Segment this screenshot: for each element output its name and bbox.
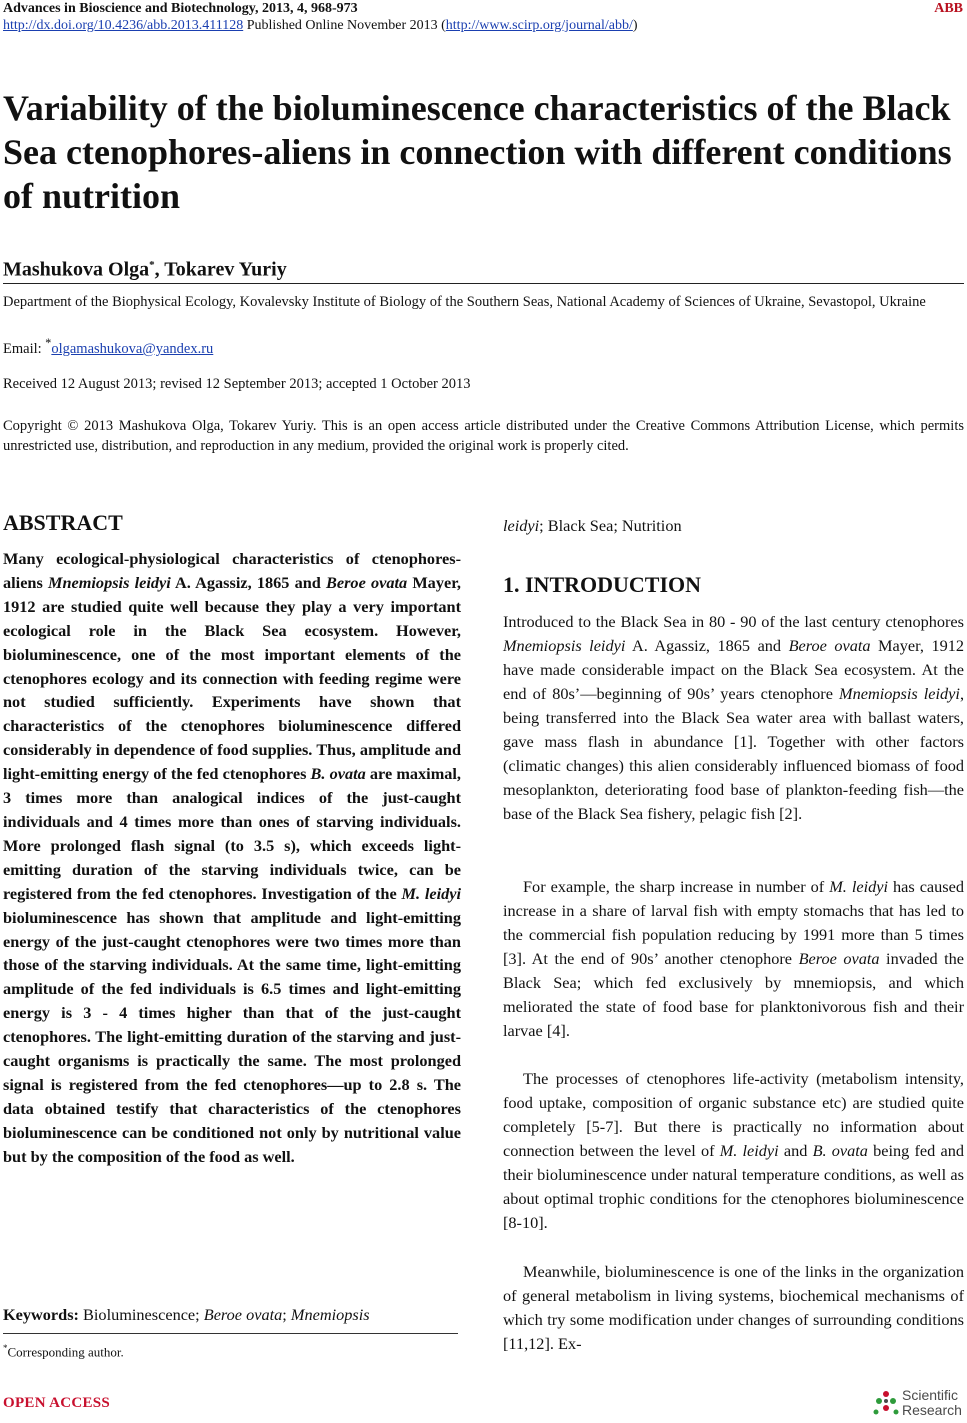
species-name: Mnemiopsis leidyi — [503, 636, 626, 655]
received-dates: Received 12 August 2013; revised 12 September 2013; accepted 1 October 2013 — [3, 376, 471, 392]
keyword: Mnemiopsis — [290, 1305, 370, 1324]
author-2: , Tokarev Yuriy — [154, 258, 287, 281]
introduction-heading: 1. INTRODUCTION — [503, 572, 702, 597]
intro-paragraph-3 — [503, 1067, 964, 1235]
publication-line — [3, 17, 963, 34]
paper-title: Variability of the bioluminescence characteristics of the Black Sea ctenophores-aliens in connection with different conditions of nutrition — [3, 88, 952, 216]
keyword: leidyi — [503, 516, 540, 535]
species-name: Beroe ovata — [798, 949, 880, 968]
keywords-label: Keywords: — [3, 1305, 79, 1324]
paragraph-text: and — [778, 1141, 813, 1160]
keyword: ; Black Sea; Nutrition — [539, 516, 682, 535]
affiliation: Department of the Biophysical Ecology, Kovalevsky Institute of Biology of the Southern Seas, National Academy of Sciences of Ukraine, Sevastopol, Ukraine — [3, 294, 926, 310]
scientific-research-logo — [872, 1388, 964, 1422]
doi-link[interactable]: http://dx.doi.org/10.4236/abb.2013.411128 — [3, 18, 244, 33]
journal-url-link[interactable]: http://www.scirp.org/journal/abb/ — [445, 18, 633, 33]
intro-paragraph-2 — [503, 875, 964, 1043]
abstract-text: Many ecological-physiological characteristics of ctenophores-aliens — [3, 549, 461, 592]
paragraph-text: being fed and their bioluminescence under natural temperature conditions, as well as about optimal trophic conditions for the ctenophores bioluminescence [8-10]. — [503, 1141, 964, 1232]
paragraph-text: invaded the Black Sea; which fed exclusively by mnemiopsis, and which meliorated the state of food base for planktonivorous fish and their larvae [4]. — [503, 949, 965, 1040]
species-name: B. ovata — [310, 764, 366, 784]
paragraph-text: A. Agassiz, 1865 and — [625, 636, 789, 655]
footnote — [3, 1340, 124, 1360]
paragraph-text: , being transferred into the Black Sea water area with ballast waters, gave mass flash in abundance [1]. Together with other factors (climatic changes) this alien considerably influenced biomass of food mesoplankton, deteriorating food base of plankton-feeding fish—the base of the Black Sea fishery, pelagic fish [2]. — [503, 684, 965, 823]
paragraph-text: has caused increase in a share of larval fish with empty stomachs that has led to the commercial fish population reducing by 1991 more than 5 times [3]. At the end of 90s’ another ctenophore — [503, 877, 964, 968]
species-name: M. leidyi — [401, 883, 461, 903]
corresponding-mark: * — [149, 259, 155, 271]
species-name: Mnemiopsis leidyi — [47, 572, 171, 592]
paragraph-text: Introduced to the Black Sea in 80 - 90 of the last century ctenophores — [503, 612, 964, 631]
copyright-notice: Copyright © 2013 Mashukova Olga, Tokarev Yuriy. This is an open access article distributed under the Creative Commons Attribution License, which permits unrestricted use, distribution, and reproduction in any medium, provided the original work is properly cited. — [3, 418, 964, 454]
keywords-continued — [503, 516, 682, 536]
species-name: Beroe ovata — [788, 636, 871, 655]
abstract-text: Mayer, 1912 are studied quite well because they play a very important ecological role in the Black Sea ecosystem. However, bioluminescence, one of the most important elements of the ctenophores ecology and its connection with feeding regime were not studied sufficiently. Experiments have shown that characteristics of the ctenophores bioluminescence differed considerably in dependence of food supplies. Thus, amplitude and light-emitting energy of the fed ctenophores — [3, 572, 461, 784]
keywords — [3, 1303, 461, 1327]
intro-paragraph-1 — [503, 610, 964, 826]
journal-abbrev: ABB — [934, 1, 963, 16]
title-divider — [3, 283, 964, 284]
species-name: B. ovata — [812, 1141, 868, 1160]
published-text: Published Online November 2013 ( — [243, 18, 446, 33]
author-1: Mashukova Olga — [3, 258, 150, 281]
authors — [3, 252, 287, 283]
keyword-sep: ; — [282, 1305, 291, 1324]
paragraph-text: Mayer, 1912 have made considerable impact on the Black Sea ecosystem. At the end of 80s’—beginning of 90s’ years ctenophore — [503, 636, 965, 703]
logo-mark-icon — [872, 1388, 900, 1418]
journal-header — [3, 0, 963, 17]
keyword: Bioluminescence; — [78, 1305, 204, 1324]
intro-paragraph-4: Meanwhile, bioluminescence is one of the links in the organization of general metabolism in living systems, biochemical mechanisms of which try some modification under changes of surrounding conditions [11,12]. Ex- — [503, 1262, 964, 1353]
logo-text — [902, 1388, 962, 1418]
paragraph-text: The processes of ctenophores life-activity (metabolism intensity, food uptake, composition of organic substance etc) are studied quite completely [5-7]. But there is practically no information about connection between the level of — [503, 1069, 964, 1160]
abstract-text: are maximal, 3 times more than analogical indices of the just-caught individuals and 4 times more than ones of starving individuals. More prolonged flash signal (to 3.5 s), which exceeds light-emitting duration of the starving individuals twice, can be registered from the fed ctenophores. Investigation of the — [3, 764, 462, 903]
species-name: M. leidyi — [829, 877, 889, 896]
close-paren: ) — [632, 18, 638, 33]
keyword: Beroe ovata — [203, 1305, 283, 1324]
logo-line-2: Research — [902, 1402, 962, 1418]
abstract-text: A. Agassiz, 1865 and — [170, 572, 326, 592]
species-name: Beroe ovata — [326, 572, 408, 592]
species-name: M. leidyi — [719, 1141, 779, 1160]
footnote-mark: * — [3, 1343, 8, 1353]
paragraph-text: For example, the sharp increase in number of — [523, 877, 830, 896]
email-line — [3, 333, 213, 359]
email-link[interactable]: olgamashukova@yandex.ru — [51, 340, 214, 357]
email-mark: * — [45, 336, 52, 350]
footnote-text: Corresponding author. — [7, 1344, 124, 1360]
species-name: Mnemiopsis leidyi — [839, 684, 960, 703]
journal-citation: Advances in Bioscience and Biotechnology, 2013, 4, 968-973 — [3, 1, 358, 16]
abstract-text: bioluminescence has shown that amplitude and light-emitting energy of the just-caught ctenophores were two times more than those of the starving individuals. At the same time, light-emitting amplitude of the fed individuals is 6.5 times and light-emitting energy is 3 - 4 times higher than that of the just-caught ctenophores. The light-emitting duration of the starving and just-caught organisms is practically the same. The most prolonged signal is registered from the fed ctenophores—up to 2.8 s. The data obtained testify that characteristics of the ctenophores bioluminescence can be conditioned not only by nutritional value but by the composition of the food as well. — [3, 907, 461, 1166]
abstract-body — [3, 547, 461, 1169]
open-access-label: OPEN ACCESS — [3, 1395, 111, 1411]
email-label: Email: — [3, 340, 46, 357]
footnote-divider — [3, 1333, 458, 1334]
abstract-heading: ABSTRACT — [3, 510, 123, 535]
logo-line-1: Scientific — [902, 1387, 959, 1403]
